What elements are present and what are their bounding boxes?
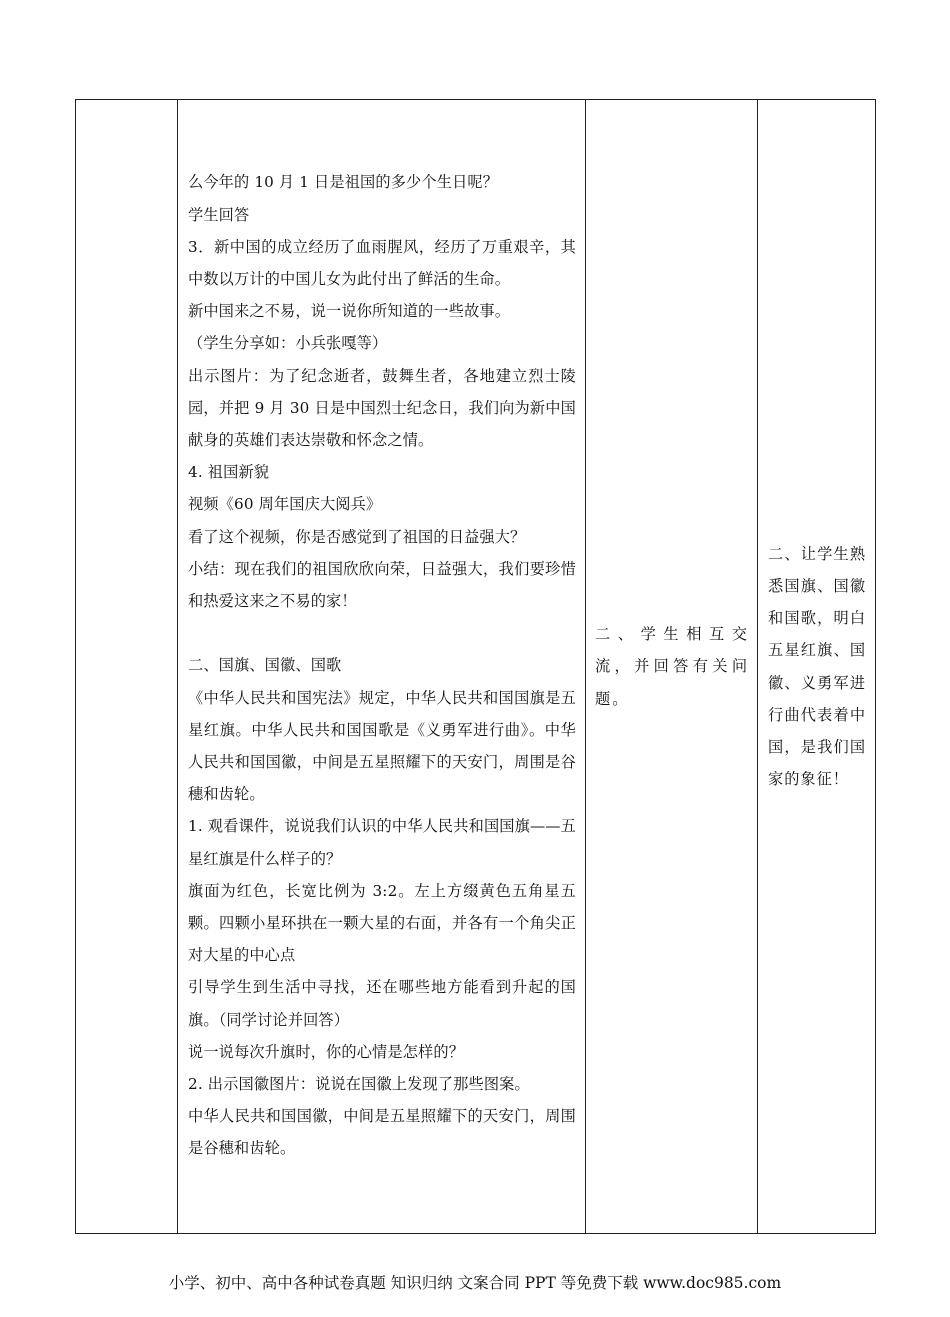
stage-cell xyxy=(76,100,178,1234)
content-paragraph: 视频《60 周年国庆大阅兵》 xyxy=(188,495,382,514)
design-intent-text: 二、让学生熟悉国旗、国徽和国歌，明白五星红旗、国徽、义勇军进行曲代表着中国，是我们国家的象征！ xyxy=(768,544,866,789)
content-paragraph: 旗面为红色，长宽比例为 3:2。左上方缀黄色五角星五颗。四颗小星环拱在一颗大星的右面，并各有一个角尖正对大星的中心点 xyxy=(188,881,576,965)
blank-line xyxy=(188,617,576,649)
student-activity-cell xyxy=(586,100,758,1234)
content-paragraph: 《中华人民共和国宪法》规定，中华人民共和国国旗是五星红旗。中华人民共和国国歌是《义勇军进行曲》。中华人民共和国国徽，中间是五星照耀下的天安门，周围是谷穗和齿轮。 xyxy=(188,688,576,804)
content-paragraph: 新中国来之不易，说一说你所知道的一些故事。 xyxy=(188,302,511,321)
content-paragraph: 么今年的 10 月 1 日是祖国的多少个生日呢？ xyxy=(188,173,499,192)
content-paragraph: 4. 祖国新貌 xyxy=(188,463,270,482)
lesson-plan-table xyxy=(75,99,876,1234)
content-paragraph: 小结：现在我们的祖国欣欣向荣，日益强大，我们要珍惜和热爱这来之不易的家！ xyxy=(188,559,576,610)
content-paragraph: 中华人民共和国国徽，中间是五星照耀下的天安门，周围是谷穗和齿轮。 xyxy=(188,1107,576,1158)
table-row xyxy=(76,100,876,1234)
content-paragraph: 3．新中国的成立经历了血雨腥风，经历了万重艰辛，其中数以万计的中国儿女为此付出了鲜活的生命。 xyxy=(188,237,576,288)
content-paragraph: 1. 观看课件，说说我们认识的中华人民共和国国旗——五星红旗是什么样子的？ xyxy=(188,817,576,868)
content-paragraph: 看了这个视频，你是否感觉到了祖国的日益强大？ xyxy=(188,527,526,546)
content-paragraph: 2. 出示国徽图片：说说在国徽上发现了那些图案。 xyxy=(188,1075,530,1094)
footer-advert: 小学、初中、高中各种试卷真题 知识归纳 文案合同 PPT 等免费下载 www.doc985.com xyxy=(168,1274,782,1292)
content-paragraph: 学生回答 xyxy=(188,205,250,224)
teaching-content xyxy=(178,164,585,1168)
design-intent-cell xyxy=(758,100,876,1234)
content-paragraph: 二、国旗、国徽、国歌 xyxy=(188,656,342,675)
content-paragraph: 出示图片：为了纪念逝者，鼓舞生者，各地建立烈士陵园，并把 9 月 30 日是中国烈士纪念日，我们向为新中国献身的英雄们表达崇敬和怀念之情。 xyxy=(188,366,576,449)
content-paragraph: 说一说每次升旗时，你的心情是怎样的？ xyxy=(188,1042,465,1061)
student-activity-text: 二、学生相互交流，并回答有关问题。 xyxy=(595,625,749,708)
content-paragraph: （学生分享如：小兵张嘎等） xyxy=(188,334,388,353)
content-paragraph: 引导学生到生活中寻找，还在哪些地方能看到升起的国旗。（同学讨论并回答） xyxy=(188,978,576,1029)
teaching-content-cell xyxy=(178,100,586,1234)
